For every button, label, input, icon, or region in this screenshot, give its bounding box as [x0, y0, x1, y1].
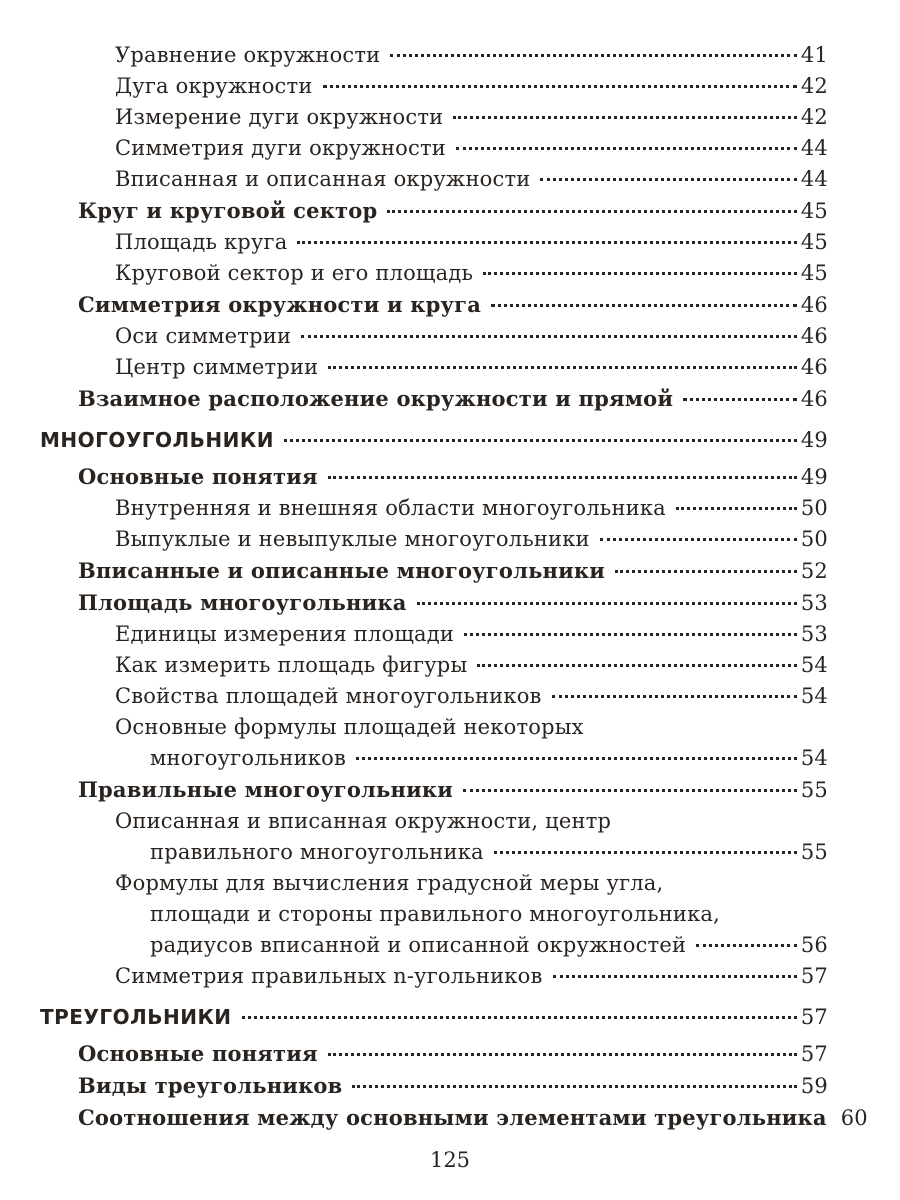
toc-page-number: 60: [840, 1106, 868, 1130]
dot-leader: [683, 398, 797, 401]
toc-page-number: 57: [800, 964, 828, 988]
toc-entry-title: Единицы измерения площади: [115, 622, 455, 646]
toc-subentry: [40, 524, 828, 555]
toc-page-number: 45: [800, 199, 828, 223]
toc-subentry: [40, 712, 828, 774]
toc-page-number: 46: [800, 355, 828, 379]
toc-chapter-entry: [40, 1070, 828, 1102]
toc-chapter-entry: [40, 555, 828, 587]
toc-entry-title: Взаимное расположение окружности и прямой: [78, 386, 674, 411]
toc-chapter-entry: [40, 461, 828, 493]
dot-leader: [301, 335, 797, 338]
dot-leader: [676, 507, 797, 510]
dot-leader: [477, 664, 797, 667]
toc-page-number: 49: [800, 428, 828, 452]
toc-page-number: 56: [800, 933, 828, 957]
dot-leader: [328, 366, 796, 369]
toc-subentry: [40, 681, 828, 712]
toc-page-number: 45: [800, 230, 828, 254]
toc-chapter-entry: [40, 587, 828, 619]
dot-leader: [483, 272, 797, 275]
dot-leader: [696, 944, 797, 947]
toc-page-number: 55: [800, 778, 828, 802]
dot-leader: [328, 476, 797, 479]
toc-entry-title: Оси симметрии: [115, 324, 292, 348]
dot-leader: [456, 147, 797, 150]
toc-entry-title: Вписанные и описанные многоугольники: [78, 558, 606, 583]
toc-entry-title: Формулы для вычисления градусной меры угла,: [115, 871, 664, 895]
toc-subentry: [40, 321, 828, 352]
toc-entry-title: ТРЕУГОЛЬНИКИ: [40, 1005, 232, 1029]
dot-leader: [494, 851, 797, 854]
toc-page-number: 57: [800, 1005, 828, 1029]
toc-subentry: [40, 164, 828, 195]
dot-leader: [553, 975, 797, 978]
toc-page-number: 44: [800, 136, 828, 160]
toc-page-number: 53: [800, 591, 828, 615]
toc-subentry: [40, 40, 828, 71]
toc-page-number: 54: [800, 653, 828, 677]
toc-entry-title-continuation: площади и стороны правильного многоугольника,: [150, 902, 721, 926]
dot-leader: [390, 54, 796, 57]
toc-subentry: [40, 961, 828, 992]
dot-leader: [352, 1085, 796, 1088]
dot-leader: [242, 1016, 797, 1019]
toc-entry-title: МНОГОУГОЛЬНИКИ: [40, 428, 274, 452]
toc-subentry: [40, 619, 828, 650]
toc-subentry: [40, 258, 828, 289]
toc-entry-title: Центр симметрии: [115, 355, 319, 379]
toc-entry-title: Дуга окружности: [115, 74, 313, 98]
dot-leader: [323, 85, 797, 88]
toc-page-number: 55: [800, 840, 828, 864]
toc-entry-title-continuation: радиусов вписанной и описанной окружностей: [150, 933, 687, 957]
toc-chapter-entry: [40, 774, 828, 806]
dot-leader: [328, 1053, 797, 1056]
toc-section-heading: [40, 1002, 828, 1033]
toc-entry-title: Площадь круга: [115, 230, 288, 254]
toc-subentry: [40, 227, 828, 258]
toc-entry-title-continuation: многоугольников: [150, 746, 346, 770]
toc-subentry: [40, 806, 828, 868]
toc-subentry: [40, 352, 828, 383]
toc-chapter-entry: [40, 195, 828, 227]
toc-entry-title-continuation: правильного многоугольника: [150, 840, 484, 864]
dot-leader: [387, 210, 797, 213]
toc-entry-title: Основные формулы площадей некоторых: [115, 715, 584, 739]
dot-leader: [540, 178, 796, 181]
toc-entry-title: Круговой сектор и его площадь: [115, 261, 474, 285]
toc-chapter-entry: [40, 383, 828, 415]
toc-entry-title: Круг и круговой сектор: [78, 198, 378, 223]
toc-entry-title: Симметрия правильных n-угольников: [115, 964, 543, 988]
toc-entry-title: Измерение дуги окружности: [115, 105, 444, 129]
toc-page-number: 42: [800, 105, 828, 129]
toc-entry-title: Внутренняя и внешняя области многоугольника: [115, 496, 666, 520]
toc-page-number: 49: [800, 465, 828, 489]
toc-entry-title: Площадь многоугольника: [78, 590, 407, 615]
toc-entry-title: Виды треугольников: [78, 1073, 343, 1098]
toc-page-number: 53: [800, 622, 828, 646]
toc-entry-title: Выпуклые и невыпуклые многоугольники: [115, 527, 590, 551]
dot-leader: [491, 304, 797, 307]
page-number: 125: [429, 1148, 471, 1172]
toc-chapter-entry: [40, 289, 828, 321]
toc-entry-title: Вписанная и описанная окружности: [115, 167, 531, 191]
toc-subentry: [40, 102, 828, 133]
toc-page-number: 59: [800, 1074, 828, 1098]
toc-chapter-entry: [40, 1102, 868, 1134]
toc-page-number: 45: [800, 261, 828, 285]
toc-subentry: [40, 650, 828, 681]
toc-page-number: 57: [800, 1042, 828, 1066]
toc-page-number: 42: [800, 74, 828, 98]
toc-page-number: 46: [800, 387, 828, 411]
toc-entry-title: Симметрия окружности и круга: [78, 292, 482, 317]
toc-page-number: 46: [800, 293, 828, 317]
dot-leader: [600, 538, 797, 541]
dot-leader: [464, 633, 797, 636]
dot-leader: [356, 757, 797, 760]
toc-subentry: [40, 493, 828, 524]
toc-entry-title: Соотношения между основными элементами треугольника: [78, 1105, 827, 1130]
toc-chapter-entry: [40, 1038, 828, 1070]
toc-section-heading: [40, 425, 828, 456]
toc-entry-title: Основные понятия: [78, 464, 318, 489]
dot-leader: [453, 116, 797, 119]
dot-leader: [417, 602, 797, 605]
table-of-contents: [40, 40, 868, 1134]
toc-page-number: 54: [800, 746, 828, 770]
dot-leader: [552, 695, 797, 698]
toc-page-number: 41: [800, 43, 828, 67]
dot-leader: [297, 241, 796, 244]
toc-subentry: [40, 868, 828, 961]
toc-page-number: 52: [800, 559, 828, 583]
toc-entry-title: Правильные многоугольники: [78, 777, 454, 802]
toc-entry-title: Основные понятия: [78, 1041, 318, 1066]
toc-page-number: 44: [800, 167, 828, 191]
dot-leader: [615, 570, 797, 573]
toc-subentry: [40, 71, 828, 102]
dot-leader: [284, 439, 797, 442]
toc-page-number: 54: [800, 684, 828, 708]
toc-page-number: 50: [800, 496, 828, 520]
toc-entry-title: Описанная и вписанная окружности, центр: [115, 809, 612, 833]
toc-subentry: [40, 133, 828, 164]
toc-page-number: 50: [800, 527, 828, 551]
toc-entry-title: Симметрия дуги окружности: [115, 136, 447, 160]
toc-entry-title: Как измерить площадь фигуры: [115, 653, 468, 677]
toc-page-number: 46: [800, 324, 828, 348]
toc-entry-title: Свойства площадей многоугольников: [115, 684, 542, 708]
toc-entry-title: Уравнение окружности: [115, 43, 381, 67]
dot-leader: [463, 789, 797, 792]
